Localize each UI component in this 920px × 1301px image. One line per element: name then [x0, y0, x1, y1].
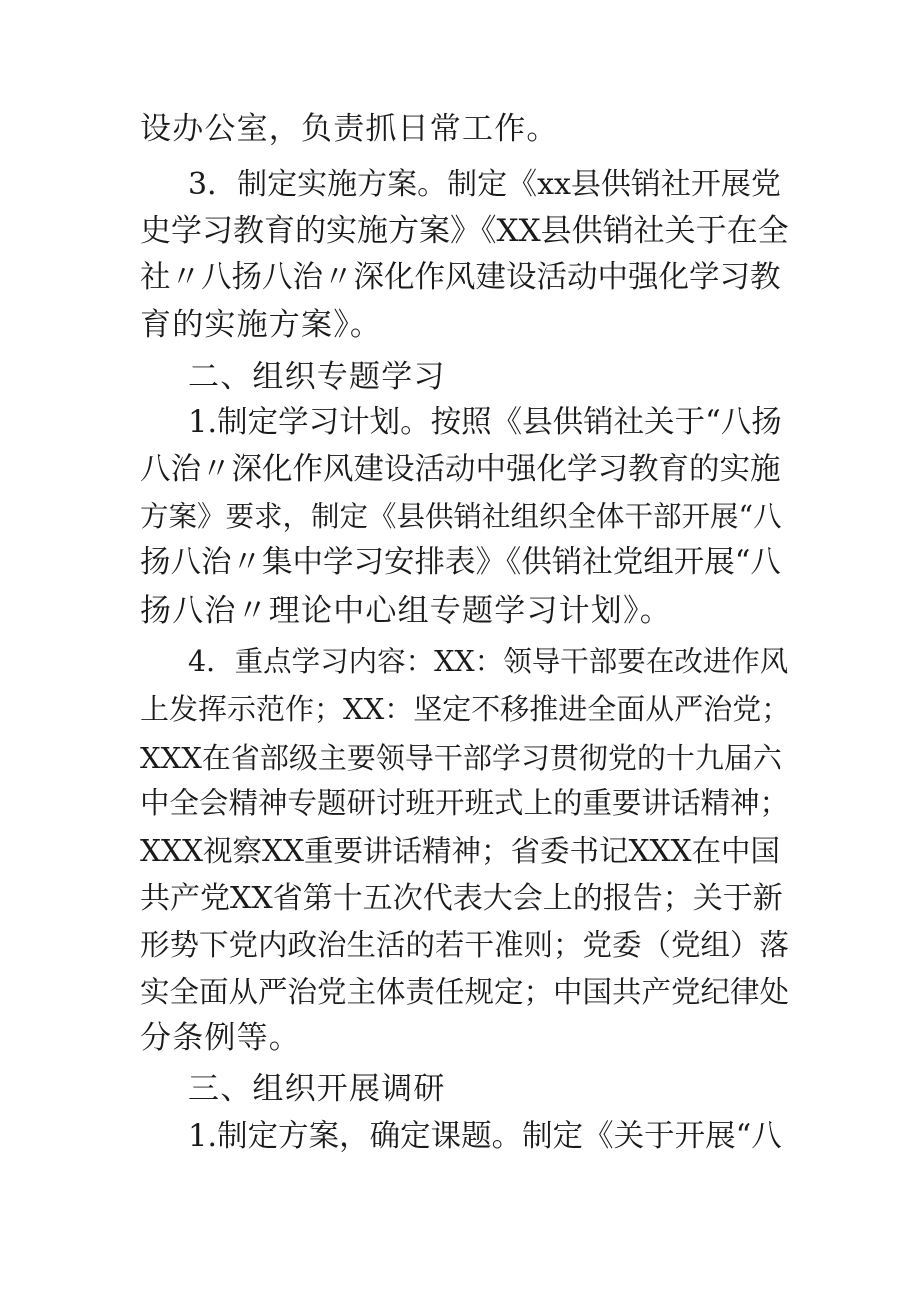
paragraph-1-heading: 1.制定学习计划。按照《县供销社关于“八扬	[188, 405, 782, 440]
paragraph-3-heading: 3．制定实施方案。制定《xx县供销社开展党	[188, 167, 781, 202]
section-heading-2: 二、组织专题学习	[188, 359, 446, 395]
paragraph-1-heading: 1.制定方案，确定课题。制定《关于开展“八	[188, 1119, 782, 1154]
body-text-line: 八治〃深化作风建设活动中强化学习教育的实施	[140, 452, 781, 487]
body-text-line: 上发挥示范作；XX：坚定不移推进全面从严治党；	[140, 692, 791, 726]
body-text-line: 方案》要求，制定《县供销社组织全体干部开展“八	[140, 500, 782, 533]
body-text-line: XXX在省部级主要领导干部学习贯彻党的十九届六	[140, 741, 782, 775]
body-text-line: 中全会精神专题研讨班开班式上的重要讲话精神；	[140, 786, 790, 820]
body-text-line: 社〃八扬八治〃深化作风建设活动中强化学习教	[140, 260, 781, 295]
body-text-line: 共产党XX省第十五次代表大会上的报告；关于新	[140, 881, 783, 916]
body-text-line: 分条例等。	[140, 1020, 301, 1056]
body-text-line: 设办公室，负责抓日常工作。	[140, 111, 559, 147]
body-text-line: 育的实施方案》。	[140, 307, 383, 343]
paragraph-4-heading: 4．重点学习内容：XX：领导干部要在改进作风	[188, 645, 789, 678]
body-text-line: 形势下党内政治生活的若干准则；党委（党组）落	[140, 928, 790, 962]
body-text-line: 实全面从严治党主体责任规定；中国共产党纪律处	[140, 975, 790, 1009]
body-text-line: XXX视察XX重要讲话精神；省委书记XXX在中国	[140, 834, 781, 868]
section-heading-3: 三、组织开展调研	[188, 1071, 446, 1107]
body-text-line: 扬八治〃集中学习安排表》《供销社党组开展“八	[140, 545, 781, 580]
body-text-line: 史学习教育的实施方案》《XX县供销社关于在全	[140, 213, 789, 249]
body-text-line: 扬八治〃理论中心组专题学习计划》。	[140, 593, 672, 629]
